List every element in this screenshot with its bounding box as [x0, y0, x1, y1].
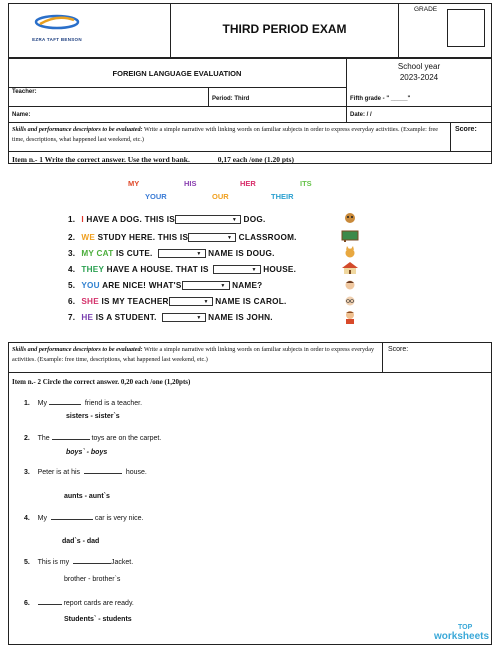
word-its: ITS	[300, 179, 312, 188]
sentence-3: 3. MY CAT IS CUTE. ▼ NAME IS DOUG.	[68, 249, 275, 258]
name-field[interactable]: Name:	[12, 112, 31, 118]
word-their: THEIR	[271, 192, 294, 201]
score-2-label: Score:	[388, 346, 409, 353]
options-6[interactable]: Students` - students	[64, 616, 132, 623]
question-1: 1. My friend is a teacher.	[24, 397, 142, 407]
descriptor-1-text: Write a simple narrative with linking words on familiar subjects in order to express everyday activities. (Example: free time, descriptions, what happened last weekend, etc.)	[12, 126, 438, 143]
word-her: HER	[240, 179, 256, 188]
descriptor-2-text: Write a simple narrative with linking words on familiar subjects in order to express everyday activities. (Example: free time, descriptions, what happened last weekend, etc.)	[12, 346, 375, 363]
question-2: 2. The toys are on the carpet.	[24, 432, 161, 442]
descriptor-1	[12, 125, 444, 145]
school-name: EZRA TAFT BENSON	[32, 37, 82, 42]
house-icon	[341, 261, 359, 275]
options-2[interactable]: boys` - boys	[66, 449, 108, 456]
descriptor-2	[12, 345, 378, 365]
school-year-label: School year	[397, 62, 441, 71]
sentence-1: 1. I HAVE A DOG. THIS IS ▼ DOG.	[68, 215, 266, 224]
grade-field[interactable]: Fifth grade - " _____"	[350, 96, 411, 102]
descriptor-1-label: Skills and performance descriptors to be evaluated:	[12, 126, 143, 133]
grade-box[interactable]	[447, 9, 485, 47]
answer-blank[interactable]	[52, 432, 90, 440]
options-3[interactable]: aunts - aunt`s	[64, 493, 110, 500]
date-field[interactable]: Date: / /	[350, 112, 372, 118]
answer-blank[interactable]	[84, 466, 122, 474]
chevron-down-icon: ▼	[231, 217, 238, 224]
period-field: Period: Third	[212, 96, 250, 102]
teacher-icon	[344, 295, 356, 307]
word-his: HIS	[184, 179, 197, 188]
watermark-top: TOP	[458, 624, 473, 631]
sentence-2: 2. WE STUDY HERE. THIS IS ▼ CLASSROOM.	[68, 233, 297, 242]
school-logo	[32, 12, 82, 42]
cat-icon	[343, 246, 357, 258]
chevron-down-icon: ▼	[226, 235, 233, 242]
sentence-6: 6. SHE IS MY TEACHER ▼ NAME IS CAROL.	[68, 297, 287, 306]
sentence-7: 7. HE IS A STUDENT. ▼ NAME IS JOHN.	[68, 313, 273, 322]
chevron-down-icon: ▼	[251, 267, 257, 274]
answer-dropdown[interactable]	[188, 233, 236, 242]
exam-title: THIRD PERIOD EXAM	[222, 22, 347, 36]
student-icon	[344, 310, 356, 324]
sentence-lead: MY CAT	[81, 249, 114, 258]
answer-blank[interactable]	[49, 397, 81, 405]
sentence-lead: HE	[81, 313, 94, 322]
chevron-down-icon: ▼	[220, 283, 226, 290]
word-our: OUR	[212, 192, 229, 201]
item-1-instruction: Item n.- 1 Write the correct answer. Use the word bank.	[12, 155, 190, 164]
item-1-points: 0,17 each /one (1.20 pts)	[217, 155, 294, 164]
question-6: 6. report cards are ready.	[24, 597, 134, 607]
question-5: 5. This is my Jacket.	[24, 556, 133, 566]
teacher-field[interactable]: Teacher:	[12, 89, 37, 95]
logo-swoosh-icon	[32, 12, 82, 34]
answer-blank[interactable]	[38, 597, 62, 605]
answer-dropdown[interactable]	[182, 281, 230, 290]
sentence-lead: YOU	[81, 281, 100, 290]
evaluation-title: FOREIGN LANGUAGE EVALUATION	[112, 69, 242, 78]
word-your: YOUR	[145, 192, 167, 201]
chevron-down-icon: ▼	[196, 251, 202, 258]
chevron-down-icon: ▼	[203, 299, 209, 306]
options-1[interactable]: sisters - sister`s	[66, 413, 120, 420]
school-year: 2023-2024	[399, 73, 439, 82]
answer-dropdown[interactable]	[169, 297, 213, 306]
question-3: 3. Peter is at his house.	[24, 466, 147, 476]
watermark-bottom: worksheets	[434, 631, 490, 642]
person-icon	[344, 279, 356, 291]
options-5[interactable]: brother - brother`s	[64, 576, 121, 583]
sentence-lead: WE	[81, 233, 96, 242]
answer-blank[interactable]	[73, 556, 111, 564]
classroom-icon	[341, 230, 359, 242]
dog-icon	[343, 211, 357, 225]
options-4[interactable]: dad`s - dad	[62, 538, 100, 545]
word-my: MY	[128, 179, 140, 188]
answer-blank[interactable]	[51, 512, 93, 520]
answer-dropdown[interactable]	[175, 215, 241, 224]
sentence-lead: SHE	[81, 297, 99, 306]
sentence-5: 5. YOU ARE NICE! WHAT'S ▼ NAME?	[68, 281, 263, 290]
item-1-title	[12, 155, 294, 164]
grade-label: GRADE	[414, 6, 438, 13]
descriptor-2-label: Skills and performance descriptors to be evaluated:	[12, 346, 143, 353]
sentence-lead: THEY	[81, 265, 105, 274]
sentence-4: 4. THEY HAVE A HOUSE. THAT IS ▼ HOUSE.	[68, 265, 297, 274]
sentence-lead: I	[81, 215, 84, 224]
answer-dropdown[interactable]	[158, 249, 206, 258]
chevron-down-icon: ▼	[196, 315, 202, 322]
item-2-title: Item n.- 2 Circle the correct answer. 0,20 each /one (1,20pts)	[12, 378, 191, 386]
score-1-label: Score:	[455, 126, 477, 133]
answer-dropdown[interactable]	[213, 265, 261, 274]
question-4: 4. My car is very nice.	[24, 512, 143, 522]
answer-dropdown[interactable]	[162, 313, 206, 322]
